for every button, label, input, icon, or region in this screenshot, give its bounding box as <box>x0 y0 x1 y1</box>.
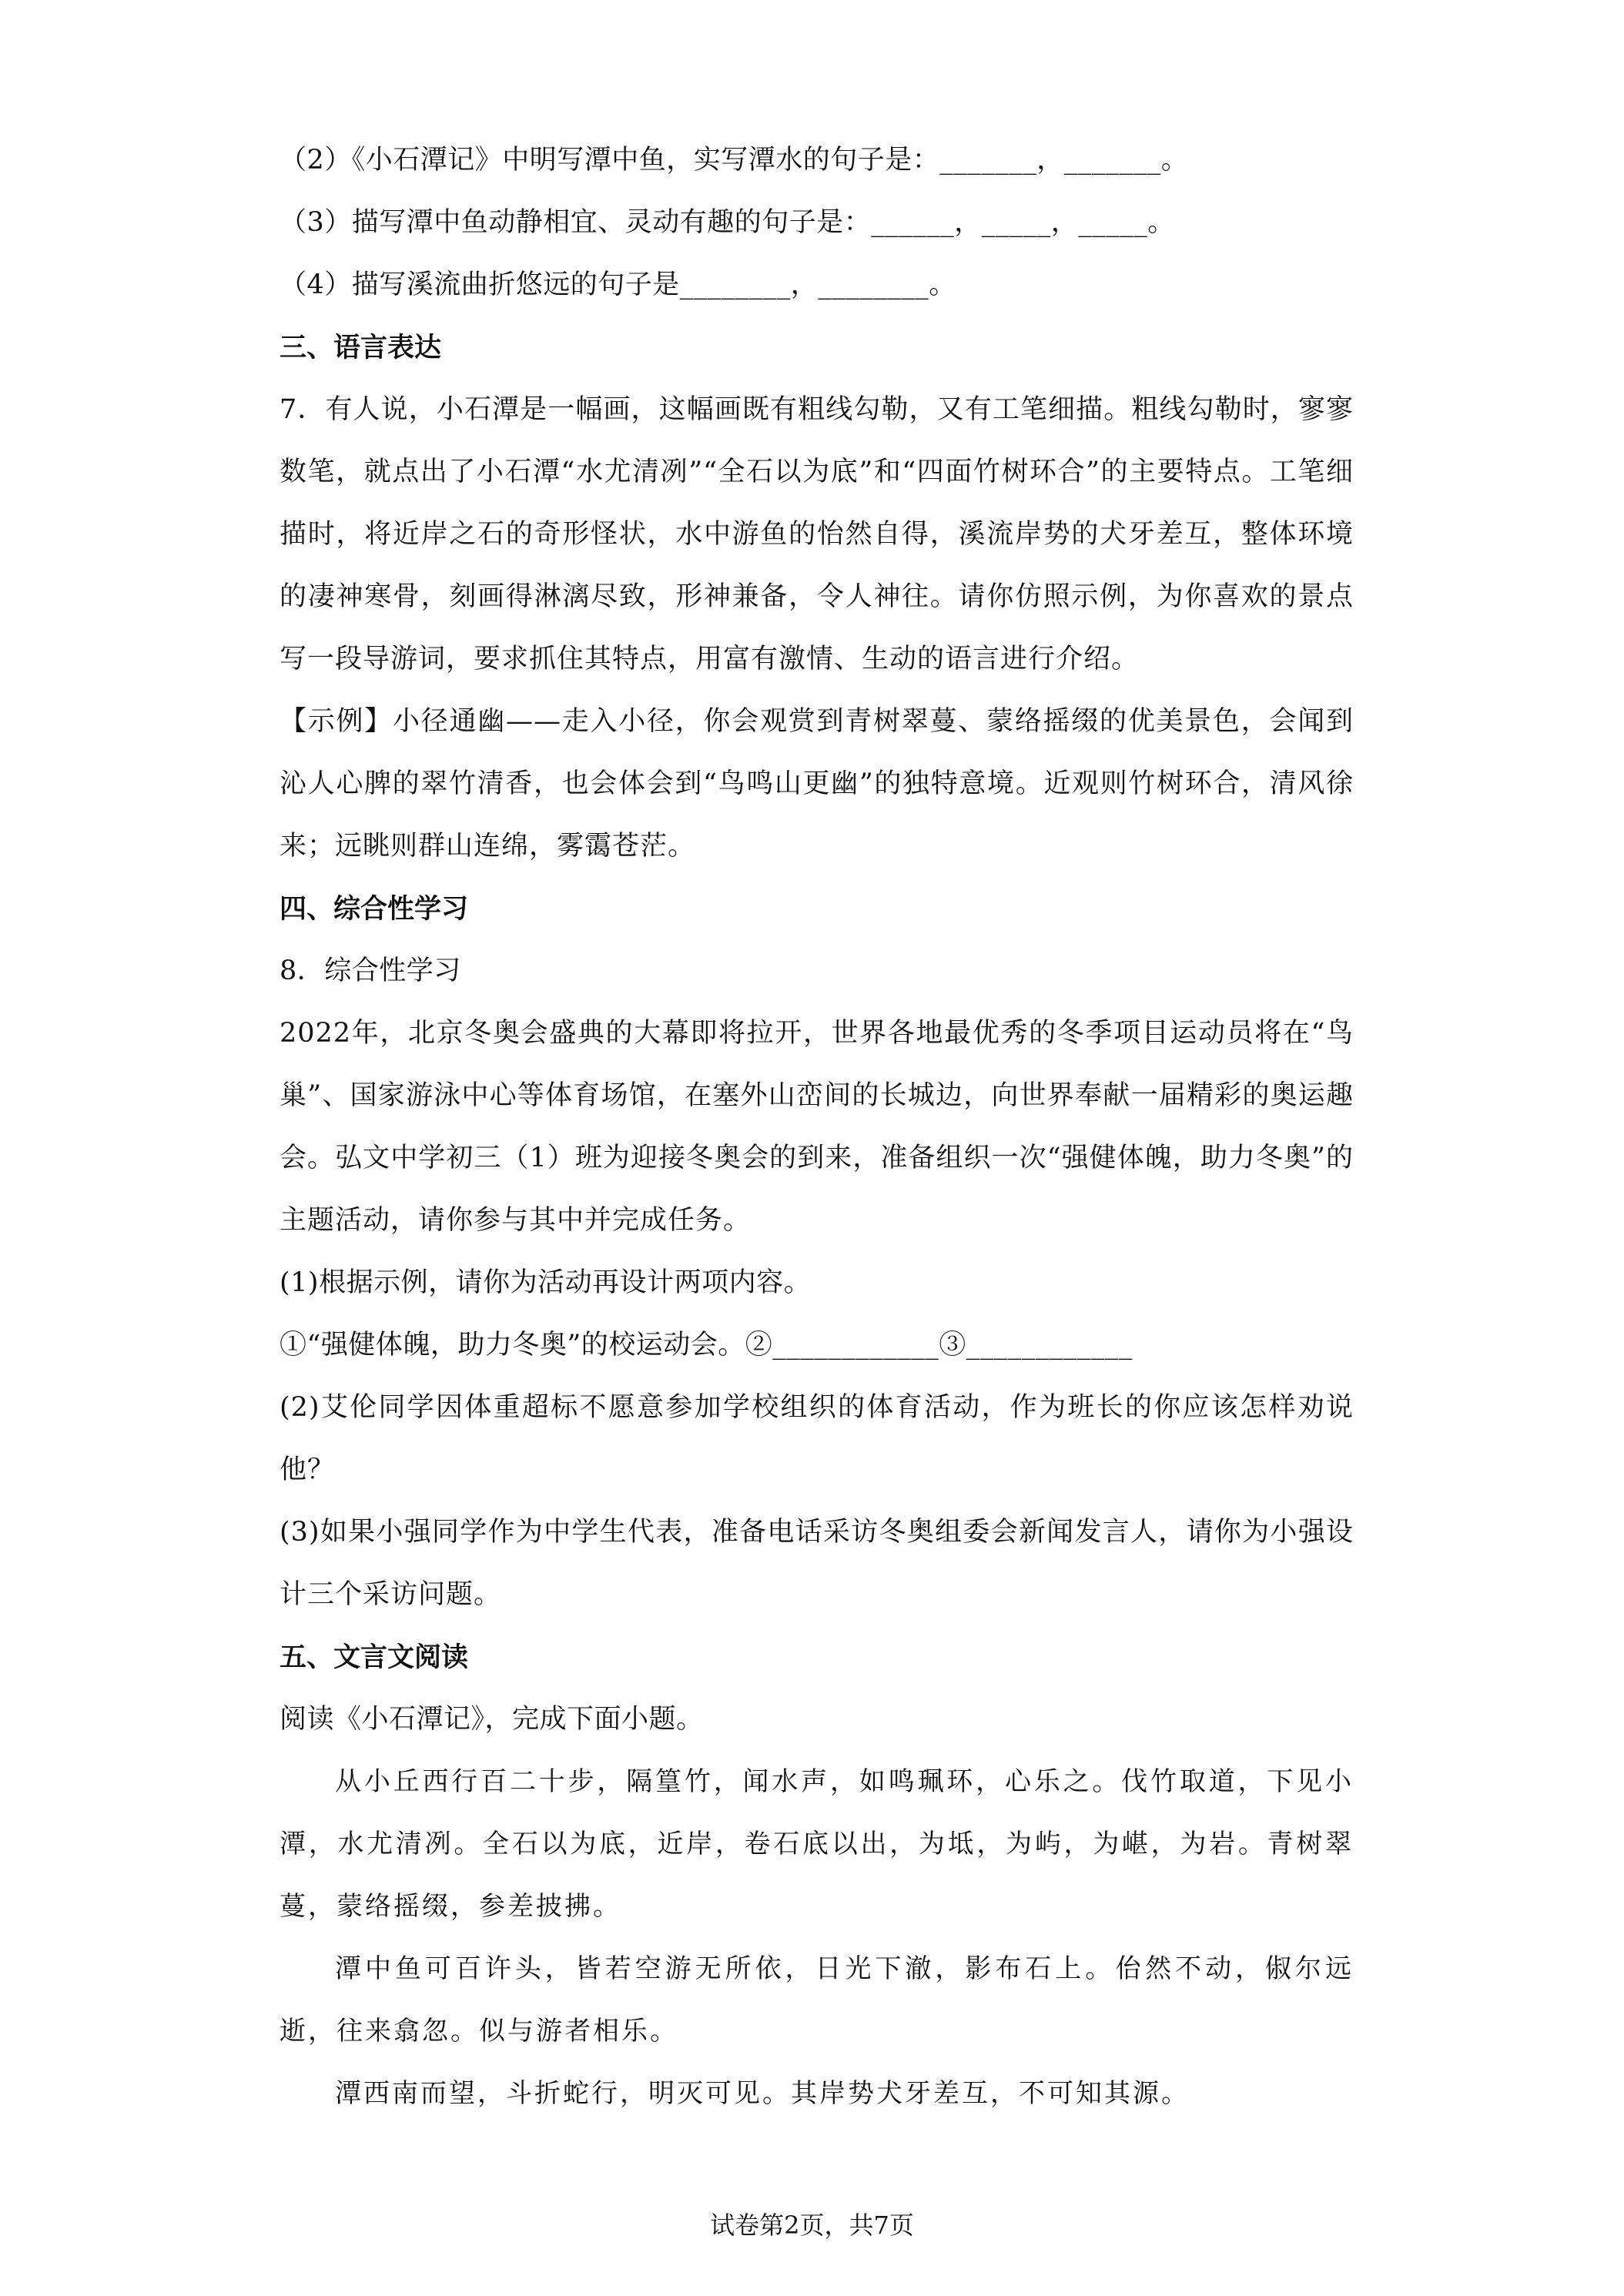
question-8-title: 8．综合性学习 <box>280 956 461 986</box>
section-5-instruction: 阅读《小石潭记》，完成下面小题。 <box>280 1704 704 1735</box>
question-6-3: （3）描写潭中鱼动静相宜、灵动有趣的句子是：______，_____，_____。 <box>280 207 1175 238</box>
question-6-2: （2）《小石潭记》中明写潭中鱼，实写潭水的句子是：_______，_______。 <box>280 145 1189 176</box>
question-8-sub1-items: ①“强健体魄，助力冬奥”的校运动会。②____________③____________ <box>280 1330 1133 1361</box>
section-4-title: 四、综合性学习 <box>280 893 469 925</box>
question-7-example: 【示例】小径通幽——走入小径，你会观赏到青树翠蔓、蒙络摇缀的优美景色，会闻到沁人心脾的翠竹清香，也会体会到“鸟鸣山更幽”的独特意境。近观则竹树环合，清风徐来；远眺则群山连绵，雾霭苍茫。 <box>280 706 1354 862</box>
page-content <box>280 129 1354 2125</box>
question-8-sub1: (1)根据示例，请你为活动再设计两项内容。 <box>280 1267 812 1298</box>
page-footer: 试卷第2页，共7页 <box>710 2211 914 2240</box>
passage-paragraph-1: 从小丘西行百二十步，隔篁竹，闻水声，如鸣珮环，心乐之。伐竹取道，下见小潭，水尤清冽。全石以为底，近岸，卷石底以出，为坻，为屿，为嵁，为岩。青树翠蔓，蒙络摇缀，参差披拂。 <box>280 1766 1354 1922</box>
section-3-title: 三、语言表达 <box>280 332 442 363</box>
question-8-sub3: (3)如果小强同学作为中学生代表，准备电话采访冬奥组委会新闻发言人，请你为小强设计三个采访问题。 <box>280 1517 1354 1610</box>
passage-paragraph-2: 潭中鱼可百许头，皆若空游无所依，日光下澈，影布石上。佁然不动，俶尔远逝，往来翕忽。似与游者相乐。 <box>280 1953 1354 2047</box>
passage-paragraph-3: 潭西南而望，斗折蛇行，明灭可见。其岸势犬牙差互，不可知其源。 <box>335 2078 1190 2109</box>
section-5-title: 五、文言文阅读 <box>280 1642 469 1673</box>
question-8-intro: 2022年，北京冬奥会盛典的大幕即将拉开，世界各地最优秀的冬季项目运动员将在“鸟巢”、国家游泳中心等体育场馆，在塞外山峦间的长城边，向世界奉献一届精彩的奥运趣会。弘文中学初三（1）班为迎接冬奥会的到来，准备组织一次“强健体魄，助力冬奥”的主题活动，请你参与其中并完成任务。 <box>280 1018 1354 1236</box>
question-6-4: （4）描写溪流曲折悠远的句子是________，________。 <box>280 269 956 300</box>
question-7: 7．有人说，小石潭是一幅画，这幅画既有粗线勾勒，又有工笔细描。粗线勾勒时，寥寥数笔，就点出了小石潭“水尤清冽”“全石以为底”和“四面竹树环合”的主要特点。工笔细描时，将近岸之石的奇形怪状，水中游鱼的怡然自得，溪流岸势的犬牙差互，整体环境的凄神寒骨，刻画得淋漓尽致，形神兼备，令人神往。请你仿照示例，为你喜欢的景点写一段导游词，要求抓住其特点，用富有激情、生动的语言进行介绍。 <box>280 394 1354 674</box>
question-8-sub2: (2)艾伦同学因体重超标不愿意参加学校组织的体育活动，作为班长的你应该怎样劝说他？ <box>280 1392 1354 1485</box>
